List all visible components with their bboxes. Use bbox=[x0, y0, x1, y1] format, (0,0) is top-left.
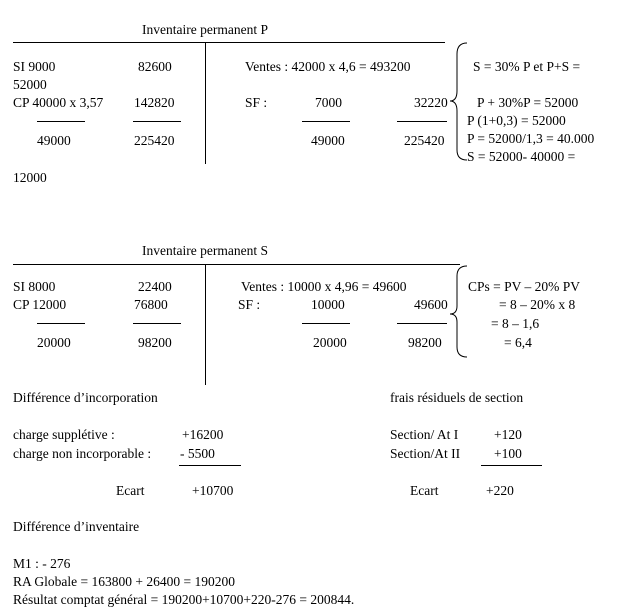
inventory-s-right-total-qty: 20000 bbox=[313, 335, 347, 350]
inventory-s-left-qty-rule bbox=[37, 323, 85, 324]
inventory-p-si-value: 82600 bbox=[138, 59, 172, 74]
incorporation-total-rule bbox=[179, 465, 241, 466]
ra-globale-line: RA Globale = 163800 + 26400 = 190200 bbox=[13, 574, 235, 589]
inventory-p-si-overflow: 52000 bbox=[13, 77, 47, 92]
inventory-p-sf-qty: 7000 bbox=[315, 95, 342, 110]
section-at1-value: +120 bbox=[494, 427, 522, 442]
section-at2-label: Section/At II bbox=[390, 446, 461, 461]
inventory-s-title: Inventaire permanent S bbox=[142, 243, 268, 258]
inventory-p-left-total-qty: 49000 bbox=[37, 133, 71, 148]
inventory-p-cp-value: 142820 bbox=[134, 95, 175, 110]
inventory-p-ventes: Ventes : 42000 x 4,6 = 493200 bbox=[245, 59, 411, 74]
non-incorporable-charge-label: charge non incorporable : bbox=[13, 446, 152, 461]
inventory-p-si-label: SI 9000 bbox=[13, 59, 56, 74]
inventory-s-sf-qty: 10000 bbox=[311, 297, 345, 312]
inventory-s-curly-brace bbox=[450, 266, 467, 357]
section-at2-value: +100 bbox=[494, 446, 522, 461]
inventory-s-right-value-rule bbox=[397, 323, 447, 324]
supplementary-charge-label: charge supplétive : bbox=[13, 427, 115, 442]
inventory-s-cp-value: 76800 bbox=[134, 297, 168, 312]
inventory-p-right-total-value: 225420 bbox=[404, 133, 445, 148]
inventory-s-cp-label: CP 12000 bbox=[13, 297, 67, 312]
inventory-s-sf-value: 49600 bbox=[414, 297, 448, 312]
residual-costs-heading: frais résiduels de section bbox=[390, 390, 524, 405]
inventory-s-right-total-value: 98200 bbox=[408, 335, 442, 350]
inventory-difference-heading: Différence d’inventaire bbox=[13, 519, 140, 534]
inventory-p-curly-brace bbox=[450, 43, 467, 160]
inventory-s-ventes: Ventes : 10000 x 4,96 = 49600 bbox=[241, 279, 407, 294]
general-result-line: Résultat comptat général = 190200+10700+220-276 = 200844. bbox=[13, 592, 355, 607]
incorporation-ecart-label: Ecart bbox=[116, 483, 145, 498]
inventory-p-calc-line-2: P + 30%P = 52000 bbox=[477, 95, 579, 110]
inventory-s-calc-line-1: CPs = PV – 20% PV bbox=[468, 279, 581, 294]
inventory-p-sf-value: 32220 bbox=[414, 95, 448, 110]
inventory-s-left-total-value: 98200 bbox=[138, 335, 172, 350]
inventory-p-calc-overflow: 12000 bbox=[13, 170, 47, 185]
supplementary-charge-value: +16200 bbox=[182, 427, 224, 442]
inventory-s-calc-line-3: = 8 – 1,6 bbox=[491, 316, 540, 331]
inventory-s-left-value-rule bbox=[133, 323, 181, 324]
inventory-s-right-qty-rule bbox=[302, 323, 350, 324]
m1-line: M1 : - 276 bbox=[13, 556, 71, 571]
non-incorporable-charge-value: - 5500 bbox=[180, 446, 215, 461]
inventory-p-left-total-value: 225420 bbox=[134, 133, 175, 148]
inventory-s-t-account-vertical-line bbox=[205, 264, 206, 385]
inventory-s-calc-line-4: = 6,4 bbox=[504, 335, 532, 350]
inventory-s-left-total-qty: 20000 bbox=[37, 335, 71, 350]
inventory-s-sf-label: SF : bbox=[238, 297, 261, 312]
residual-costs-total-rule bbox=[481, 465, 542, 466]
inventory-p-title: Inventaire permanent P bbox=[142, 22, 268, 37]
inventory-s-calc-line-2: = 8 – 20% x 8 bbox=[499, 297, 576, 312]
section-at1-label: Section/ At I bbox=[390, 427, 459, 442]
inventory-s-si-value: 22400 bbox=[138, 279, 172, 294]
inventory-p-calc-line-1: S = 30% P et P+S = bbox=[473, 59, 581, 74]
inventory-p-calc-line-5: S = 52000- 40000 = bbox=[467, 149, 576, 164]
inventory-p-right-total-qty: 49000 bbox=[311, 133, 345, 148]
residual-costs-ecart-value: +220 bbox=[486, 483, 514, 498]
inventory-p-calc-line-3: P (1+0,3) = 52000 bbox=[467, 113, 566, 128]
inventory-p-sf-label: SF : bbox=[245, 95, 268, 110]
inventory-p-cp-label: CP 40000 x 3,57 bbox=[13, 95, 104, 110]
inventory-s-t-account-horizontal-line bbox=[13, 264, 460, 265]
incorporation-heading: Différence d’incorporation bbox=[13, 390, 158, 405]
inventory-p-calc-line-4: P = 52000/1,3 = 40.000 bbox=[467, 131, 595, 146]
inventory-s-si-label: SI 8000 bbox=[13, 279, 56, 294]
residual-costs-ecart-label: Ecart bbox=[410, 483, 439, 498]
incorporation-ecart-value: +10700 bbox=[192, 483, 234, 498]
